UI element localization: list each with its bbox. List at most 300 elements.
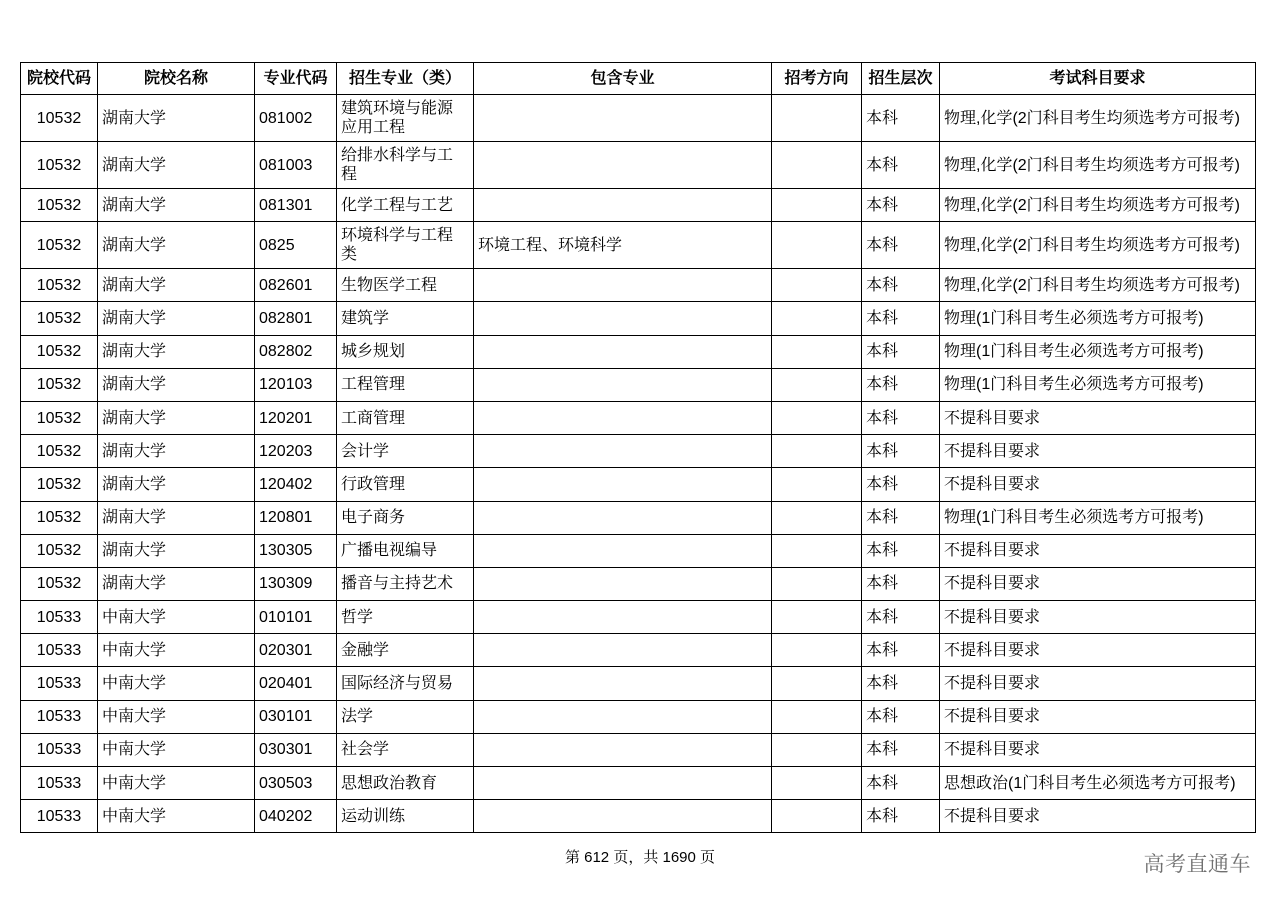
major-text: 建筑学: [341, 309, 390, 327]
major-text: 生物医学工程: [341, 276, 438, 294]
major-code-cell: [255, 222, 337, 269]
major-code-text: 020301: [259, 641, 313, 659]
subject-requirement-cell: [940, 189, 1256, 222]
major-text: 给排水科学与工程: [341, 147, 454, 183]
major-code-text: 030301: [259, 741, 313, 759]
header-school-code: 院校代码: [21, 63, 98, 95]
major-code-text: 0825: [259, 236, 295, 254]
major-text: 电子商务: [341, 509, 406, 527]
major-code-cell: [255, 142, 337, 189]
header-subject-requirement: 考试科目要求: [940, 63, 1256, 95]
school-name-cell: [98, 401, 255, 434]
major-cell: [337, 567, 474, 600]
major-code-cell: [255, 667, 337, 700]
direction-cell: [772, 189, 862, 222]
level-cell: [862, 302, 940, 335]
level-cell: [862, 700, 940, 733]
school-name-text: 湖南大学: [102, 276, 167, 294]
subject-requirement-cell: [940, 501, 1256, 534]
major-code-cell: [255, 767, 337, 800]
table-row: [21, 767, 1256, 800]
included-majors-cell: [474, 189, 772, 222]
major-code-cell: [255, 634, 337, 667]
major-code-cell: [255, 335, 337, 368]
school-code-cell: [21, 435, 98, 468]
level-cell: [862, 435, 940, 468]
school-code-cell: [21, 95, 98, 142]
direction-cell: [772, 501, 862, 534]
major-cell: [337, 601, 474, 634]
level-text: 本科: [866, 807, 899, 825]
level-cell: [862, 534, 940, 567]
major-cell: [337, 800, 474, 833]
major-text: 城乡规划: [341, 343, 406, 361]
major-code-text: 081301: [259, 196, 313, 214]
school-name-text: 中南大学: [102, 641, 167, 659]
school-code-text: 10532: [36, 343, 82, 361]
school-code-text: 10532: [36, 542, 82, 560]
included-majors-cell: [474, 501, 772, 534]
included-majors-cell: [474, 567, 772, 600]
school-name-cell: [98, 501, 255, 534]
table-row: [21, 222, 1256, 269]
table-row: [21, 335, 1256, 368]
subject-requirement-text: 物理,化学(2门科目考生均须选考方可报考): [944, 109, 1241, 127]
direction-cell: [772, 335, 862, 368]
major-cell: [337, 335, 474, 368]
school-code-cell: [21, 368, 98, 401]
major-code-text: 040202: [259, 807, 313, 825]
school-name-text: 湖南大学: [102, 409, 167, 427]
school-code-cell: [21, 667, 98, 700]
table-row: [21, 401, 1256, 434]
level-cell: [862, 401, 940, 434]
watermark-logo: 高考直通车: [1143, 853, 1251, 876]
major-code-cell: [255, 534, 337, 567]
level-text: 本科: [866, 608, 899, 626]
school-code-text: 10533: [36, 608, 82, 626]
subject-requirement-text: 不提科目要求: [944, 708, 1041, 726]
subject-requirement-text: 不提科目要求: [944, 542, 1041, 560]
level-cell: [862, 634, 940, 667]
table-row: [21, 435, 1256, 468]
school-code-text: 10532: [36, 475, 82, 493]
level-cell: [862, 368, 940, 401]
header-row: [21, 63, 1256, 95]
major-code-text: 130305: [259, 542, 313, 560]
table-row: [21, 302, 1256, 335]
level-cell: [862, 800, 940, 833]
subject-requirement-text: 物理(1门科目考生必须选考方可报考): [944, 509, 1204, 527]
major-code-cell: [255, 468, 337, 501]
included-majors-cell: [474, 800, 772, 833]
subject-requirement-cell: [940, 269, 1256, 302]
school-name-text: 中南大学: [102, 608, 167, 626]
table-row: [21, 667, 1256, 700]
school-code-text: 10532: [36, 509, 82, 527]
school-name-cell: [98, 95, 255, 142]
table-row: [21, 567, 1256, 600]
school-code-cell: [21, 142, 98, 189]
school-code-cell: [21, 800, 98, 833]
major-text: 环境科学与工程类: [341, 227, 454, 264]
school-name-cell: [98, 189, 255, 222]
major-cell: [337, 667, 474, 700]
level-cell: [862, 501, 940, 534]
major-cell: [337, 401, 474, 434]
direction-cell: [772, 468, 862, 501]
page-info: 第 612 页，共 1690 页: [564, 849, 716, 866]
school-name-text: 湖南大学: [102, 343, 167, 361]
major-code-text: 082601: [259, 276, 313, 294]
direction-cell: [772, 634, 862, 667]
school-name-text: 湖南大学: [102, 475, 167, 493]
table-row: [21, 700, 1256, 733]
included-majors-cell: [474, 302, 772, 335]
level-cell: [862, 222, 940, 269]
major-code-cell: [255, 435, 337, 468]
school-name-text: 湖南大学: [102, 156, 167, 174]
subject-requirement-text: 不提科目要求: [944, 807, 1041, 825]
school-name-cell: [98, 142, 255, 189]
subject-requirement-text: 不提科目要求: [944, 608, 1041, 626]
major-cell: [337, 700, 474, 733]
major-code-text: 030503: [259, 774, 313, 792]
table-row: [21, 601, 1256, 634]
subject-requirement-text: 不提科目要求: [944, 475, 1041, 493]
subject-requirement-text: 不提科目要求: [944, 675, 1041, 693]
level-text: 本科: [866, 542, 899, 560]
major-code-text: 130309: [259, 575, 313, 593]
table-row: [21, 142, 1256, 189]
subject-requirement-cell: [940, 800, 1256, 833]
included-majors-cell: [474, 601, 772, 634]
header-school-name: 院校名称: [98, 63, 255, 95]
direction-cell: [772, 435, 862, 468]
school-code-text: 10532: [36, 376, 82, 394]
school-code-cell: [21, 534, 98, 567]
table-row: [21, 733, 1256, 766]
direction-cell: [772, 95, 862, 142]
level-text: 本科: [866, 442, 899, 460]
major-code-text: 081003: [259, 156, 313, 174]
major-code-text: 120801: [259, 509, 313, 527]
school-name-text: 中南大学: [102, 741, 167, 759]
school-name-text: 中南大学: [102, 708, 167, 726]
major-cell: [337, 501, 474, 534]
school-name-text: 中南大学: [102, 675, 167, 693]
major-text: 工商管理: [341, 409, 406, 427]
subject-requirement-text: 物理,化学(2门科目考生均须选考方可报考): [944, 156, 1241, 174]
major-code-cell: [255, 269, 337, 302]
table-row: [21, 534, 1256, 567]
level-text: 本科: [866, 641, 899, 659]
included-majors-cell: [474, 142, 772, 189]
school-name-cell: [98, 700, 255, 733]
major-text: 化学工程与工艺: [341, 196, 454, 214]
level-text: 本科: [866, 741, 899, 759]
header-included-majors: 包含专业: [474, 63, 772, 95]
school-name-cell: [98, 435, 255, 468]
school-name-text: 湖南大学: [102, 509, 167, 527]
school-name-cell: [98, 601, 255, 634]
table-row: [21, 501, 1256, 534]
direction-cell: [772, 733, 862, 766]
major-cell: [337, 634, 474, 667]
subject-requirement-cell: [940, 335, 1256, 368]
school-code-text: 10532: [36, 156, 82, 174]
subject-requirement-cell: [940, 222, 1256, 269]
table-row: [21, 189, 1256, 222]
direction-cell: [772, 142, 862, 189]
subject-requirement-cell: [940, 142, 1256, 189]
direction-cell: [772, 767, 862, 800]
major-cell: [337, 534, 474, 567]
school-name-cell: [98, 634, 255, 667]
level-cell: [862, 733, 940, 766]
school-code-text: 10532: [36, 276, 82, 294]
major-text: 思想政治教育: [341, 774, 438, 792]
table-row: [21, 95, 1256, 142]
included-majors-cell: [474, 700, 772, 733]
subject-requirement-cell: [940, 733, 1256, 766]
subject-requirement-text: 不提科目要求: [944, 409, 1041, 427]
included-majors-cell: [474, 767, 772, 800]
major-code-text: 120203: [259, 442, 313, 460]
major-text: 播音与主持艺术: [341, 575, 454, 593]
school-name-cell: [98, 222, 255, 269]
major-code-cell: [255, 401, 337, 434]
major-code-text: 082802: [259, 343, 313, 361]
subject-requirement-cell: [940, 468, 1256, 501]
subject-requirement-cell: [940, 700, 1256, 733]
major-code-cell: [255, 368, 337, 401]
included-majors-cell: [474, 368, 772, 401]
school-name-text: 湖南大学: [102, 542, 167, 560]
subject-requirement-cell: [940, 302, 1256, 335]
level-cell: [862, 142, 940, 189]
subject-requirement-cell: [940, 401, 1256, 434]
included-majors-cell: [474, 667, 772, 700]
admission-requirements-table: [20, 62, 1256, 833]
major-cell: [337, 368, 474, 401]
level-cell: [862, 95, 940, 142]
level-cell: [862, 567, 940, 600]
major-text: 行政管理: [341, 475, 406, 493]
subject-requirement-cell: [940, 534, 1256, 567]
included-majors-text: 环境工程、环境科学: [478, 236, 623, 254]
subject-requirement-cell: [940, 567, 1256, 600]
school-code-cell: [21, 269, 98, 302]
level-text: 本科: [866, 196, 899, 214]
subject-requirement-text: 物理(1门科目考生必须选考方可报考): [944, 376, 1204, 394]
level-text: 本科: [866, 409, 899, 427]
school-name-text: 湖南大学: [102, 575, 167, 593]
level-cell: [862, 667, 940, 700]
school-code-cell: [21, 700, 98, 733]
level-text: 本科: [866, 156, 899, 174]
major-code-cell: [255, 302, 337, 335]
school-name-text: 湖南大学: [102, 109, 167, 127]
major-cell: [337, 222, 474, 269]
school-code-text: 10532: [36, 196, 82, 214]
school-code-cell: [21, 189, 98, 222]
subject-requirement-cell: [940, 767, 1256, 800]
table-row: [21, 468, 1256, 501]
school-name-cell: [98, 733, 255, 766]
school-name-cell: [98, 767, 255, 800]
major-code-cell: [255, 601, 337, 634]
major-code-text: 082801: [259, 309, 313, 327]
major-code-text: 030101: [259, 708, 313, 726]
table-row: [21, 368, 1256, 401]
school-name-cell: [98, 800, 255, 833]
direction-cell: [772, 601, 862, 634]
school-name-text: 湖南大学: [102, 236, 167, 254]
school-name-cell: [98, 534, 255, 567]
school-name-cell: [98, 667, 255, 700]
level-cell: [862, 468, 940, 501]
school-code-cell: [21, 468, 98, 501]
major-cell: [337, 302, 474, 335]
table-row: [21, 269, 1256, 302]
header-major: 招生专业（类）: [337, 63, 474, 95]
major-text: 会计学: [341, 442, 390, 460]
major-text: 工程管理: [341, 376, 406, 394]
major-code-cell: [255, 700, 337, 733]
major-cell: [337, 468, 474, 501]
school-name-cell: [98, 368, 255, 401]
school-code-text: 10533: [36, 741, 82, 759]
school-name-cell: [98, 302, 255, 335]
major-text: 建筑环境与能源应用工程: [341, 100, 454, 136]
school-code-cell: [21, 634, 98, 667]
school-code-text: 10533: [36, 675, 82, 693]
subject-requirement-cell: [940, 95, 1256, 142]
direction-cell: [772, 269, 862, 302]
major-code-text: 120402: [259, 475, 313, 493]
direction-cell: [772, 222, 862, 269]
table-row: [21, 800, 1256, 833]
major-code-cell: [255, 733, 337, 766]
school-code-text: 10533: [36, 774, 82, 792]
major-cell: [337, 435, 474, 468]
school-code-cell: [21, 567, 98, 600]
school-code-text: 10532: [36, 236, 82, 254]
subject-requirement-text: 物理(1门科目考生必须选考方可报考): [944, 309, 1204, 327]
included-majors-cell: [474, 435, 772, 468]
subject-requirement-cell: [940, 667, 1256, 700]
level-text: 本科: [866, 309, 899, 327]
included-majors-cell: [474, 222, 772, 269]
subject-requirement-text: 物理,化学(2门科目考生均须选考方可报考): [944, 276, 1241, 294]
header-major-code: 专业代码: [255, 63, 337, 95]
school-code-cell: [21, 401, 98, 434]
subject-requirement-text: 不提科目要求: [944, 741, 1041, 759]
subject-requirement-cell: [940, 368, 1256, 401]
subject-requirement-cell: [940, 634, 1256, 667]
subject-requirement-text: 物理,化学(2门科目考生均须选考方可报考): [944, 236, 1241, 254]
major-text: 运动训练: [341, 807, 406, 825]
subject-requirement-text: 不提科目要求: [944, 575, 1041, 593]
school-code-cell: [21, 601, 98, 634]
major-cell: [337, 269, 474, 302]
included-majors-cell: [474, 269, 772, 302]
school-code-text: 10532: [36, 109, 82, 127]
school-code-text: 10533: [36, 641, 82, 659]
subject-requirement-text: 物理,化学(2门科目考生均须选考方可报考): [944, 196, 1241, 214]
major-cell: [337, 142, 474, 189]
subject-requirement-text: 物理(1门科目考生必须选考方可报考): [944, 343, 1204, 361]
subject-requirement-text: 思想政治(1门科目考生必须选考方可报考): [944, 774, 1236, 792]
subject-requirement-cell: [940, 601, 1256, 634]
level-text: 本科: [866, 675, 899, 693]
school-code-text: 10533: [36, 708, 82, 726]
school-name-text: 中南大学: [102, 807, 167, 825]
school-name-cell: [98, 468, 255, 501]
major-cell: [337, 95, 474, 142]
table-body: [21, 95, 1256, 833]
level-text: 本科: [866, 708, 899, 726]
level-cell: [862, 269, 940, 302]
included-majors-cell: [474, 335, 772, 368]
major-text: 社会学: [341, 741, 390, 759]
table-row: [21, 634, 1256, 667]
direction-cell: [772, 368, 862, 401]
level-cell: [862, 767, 940, 800]
school-name-cell: [98, 567, 255, 600]
school-name-cell: [98, 269, 255, 302]
included-majors-cell: [474, 401, 772, 434]
level-text: 本科: [866, 343, 899, 361]
school-code-cell: [21, 733, 98, 766]
level-text: 本科: [866, 109, 899, 127]
school-code-cell: [21, 222, 98, 269]
direction-cell: [772, 401, 862, 434]
direction-cell: [772, 302, 862, 335]
level-text: 本科: [866, 276, 899, 294]
major-code-text: 120103: [259, 376, 313, 394]
major-code-text: 120201: [259, 409, 313, 427]
school-code-text: 10533: [36, 807, 82, 825]
included-majors-cell: [474, 534, 772, 567]
school-name-text: 湖南大学: [102, 442, 167, 460]
major-code-cell: [255, 501, 337, 534]
level-cell: [862, 189, 940, 222]
level-text: 本科: [866, 774, 899, 792]
level-text: 本科: [866, 575, 899, 593]
subject-requirement-text: 不提科目要求: [944, 641, 1041, 659]
included-majors-cell: [474, 733, 772, 766]
subject-requirement-text: 不提科目要求: [944, 442, 1041, 460]
school-code-cell: [21, 767, 98, 800]
included-majors-cell: [474, 468, 772, 501]
direction-cell: [772, 667, 862, 700]
level-text: 本科: [866, 509, 899, 527]
level-cell: [862, 601, 940, 634]
school-code-cell: [21, 302, 98, 335]
major-code-cell: [255, 95, 337, 142]
included-majors-cell: [474, 95, 772, 142]
school-name-text: 中南大学: [102, 774, 167, 792]
major-cell: [337, 733, 474, 766]
school-code-text: 10532: [36, 442, 82, 460]
school-code-cell: [21, 501, 98, 534]
direction-cell: [772, 567, 862, 600]
major-code-cell: [255, 567, 337, 600]
school-name-text: 湖南大学: [102, 309, 167, 327]
school-code-cell: [21, 335, 98, 368]
